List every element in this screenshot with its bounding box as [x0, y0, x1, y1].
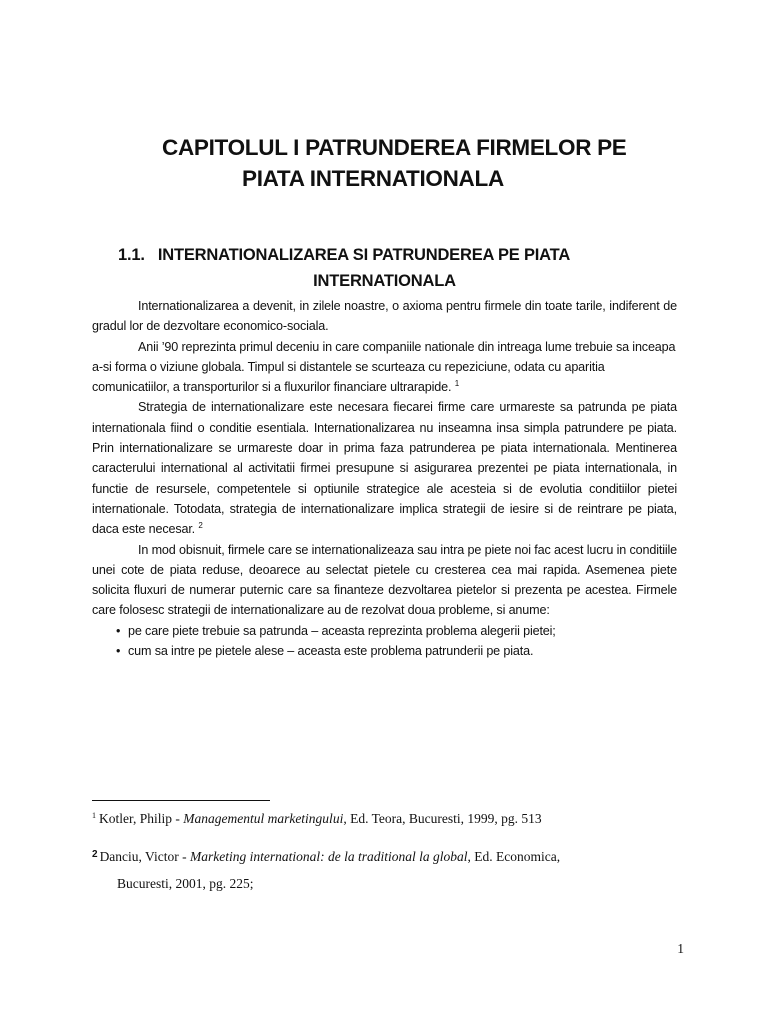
paragraph-2 [92, 337, 677, 398]
section-heading [92, 242, 677, 294]
paragraph-4: In mod obisnuit, firmele care se internationalizeaza sau intra pe piete noi fac acest lucru in conditiile unei cote de piata reduse, deoarece au selectat pietele cu cresterea cea mai rapida. Asemenea piete solicita fluxuri de numerar puternic care sa finanteze dezvoltarea pietelor si prezenta pe acestea. Firmele care folosesc strategii de internationalizare au de rezolvat doua probleme, si anume: [92, 542, 677, 618]
chapter-title-line-2: PIATA INTERNATIONALA [242, 166, 504, 191]
footnote-1-title: Managementul marketingului [183, 811, 344, 826]
list-item [116, 641, 677, 661]
list-item [116, 621, 677, 641]
footnote-1-rest: , Ed. Teora, Bucuresti, 1999, pg. 513 [343, 811, 542, 826]
section-heading-line-2: INTERNATIONALA [313, 272, 456, 290]
section-heading-line-1 [92, 242, 677, 268]
page-number: 1 [677, 941, 684, 956]
bullet-icon: • [116, 623, 121, 638]
list-item-text: pe care piete trebuie sa patrunda – aceasta reprezinta problema alegerii pietei; [128, 623, 556, 638]
footnote-1-author: Kotler, Philip - [99, 811, 184, 826]
chapter-title-line-1: CAPITOLUL I PATRUNDEREA FIRMELOR PE [162, 135, 627, 160]
footnote-2-mark: 2 [92, 849, 98, 860]
bullet-list [92, 621, 677, 662]
footnote-1-mark: 1 [92, 811, 96, 820]
list-item-text: cum sa intre pe pietele alese – aceasta este problema patrunderii pe piata. [128, 644, 534, 659]
body-text [92, 296, 677, 661]
footnote-2-rest: , Ed. Economica, [467, 849, 561, 864]
footnote-1 [92, 806, 692, 829]
paragraph-2-text: Anii ’90 reprezinta primul deceniu in care companiile nationale din intreaga lume trebuie sa inceapa a-si forma o viziune globala. Timpul si distantele se scurteaza cu repeziciune, odata cu aparitia comunicatiilor, a transporturilor si a fluxurilor financiare ultrarapide. [92, 339, 676, 395]
chapter-title [0, 132, 768, 194]
paragraph-1: Internationalizarea a devenit, in zilele noastre, o axioma pentru firmele din toate tarile, indiferent de gradul lor de dezvoltare economico-sociala. [92, 299, 677, 334]
paragraph-3-text: Strategia de internationalizare este necesara fiecarei firme care urmareste sa patrunda pe piata internationala fiind o conditie esentiala. Internationalizarea nu inseamna insa simpla patrundere pe piata. Prin internationalizare se urmareste doar in prima faza patrunderea pe piata internationala. Mentinerea caracterului international al activitatii firmei presupune si asigurarea prezentei pe piata internationala, in functie de resursele, competentele si optiunile strategice ale acesteia si de evolutia conditiilor pietei internationale. Totodata, strategia de internationalizare implica strategii de iesire si de reintrare pe piata, daca este necesar. [92, 400, 677, 537]
footnote-2-author: Danciu, Victor - [99, 849, 190, 864]
footnote-reference-2: 2 [198, 521, 203, 531]
paragraph-3 [92, 397, 677, 539]
footnote-2-continuation: Bucuresti, 2001, pg. 225; [117, 876, 254, 891]
footnote-2 [92, 845, 692, 867]
footnote-separator [92, 800, 270, 801]
bullet-icon: • [116, 644, 121, 659]
section-heading-text: INTERNATIONALIZAREA SI PATRUNDEREA PE PIATA [157, 246, 571, 264]
section-number: 1.1. [118, 246, 145, 264]
footnote-reference-1: 1 [454, 379, 460, 389]
footnote-2-title: Marketing international: de la traditional la global [189, 849, 468, 864]
